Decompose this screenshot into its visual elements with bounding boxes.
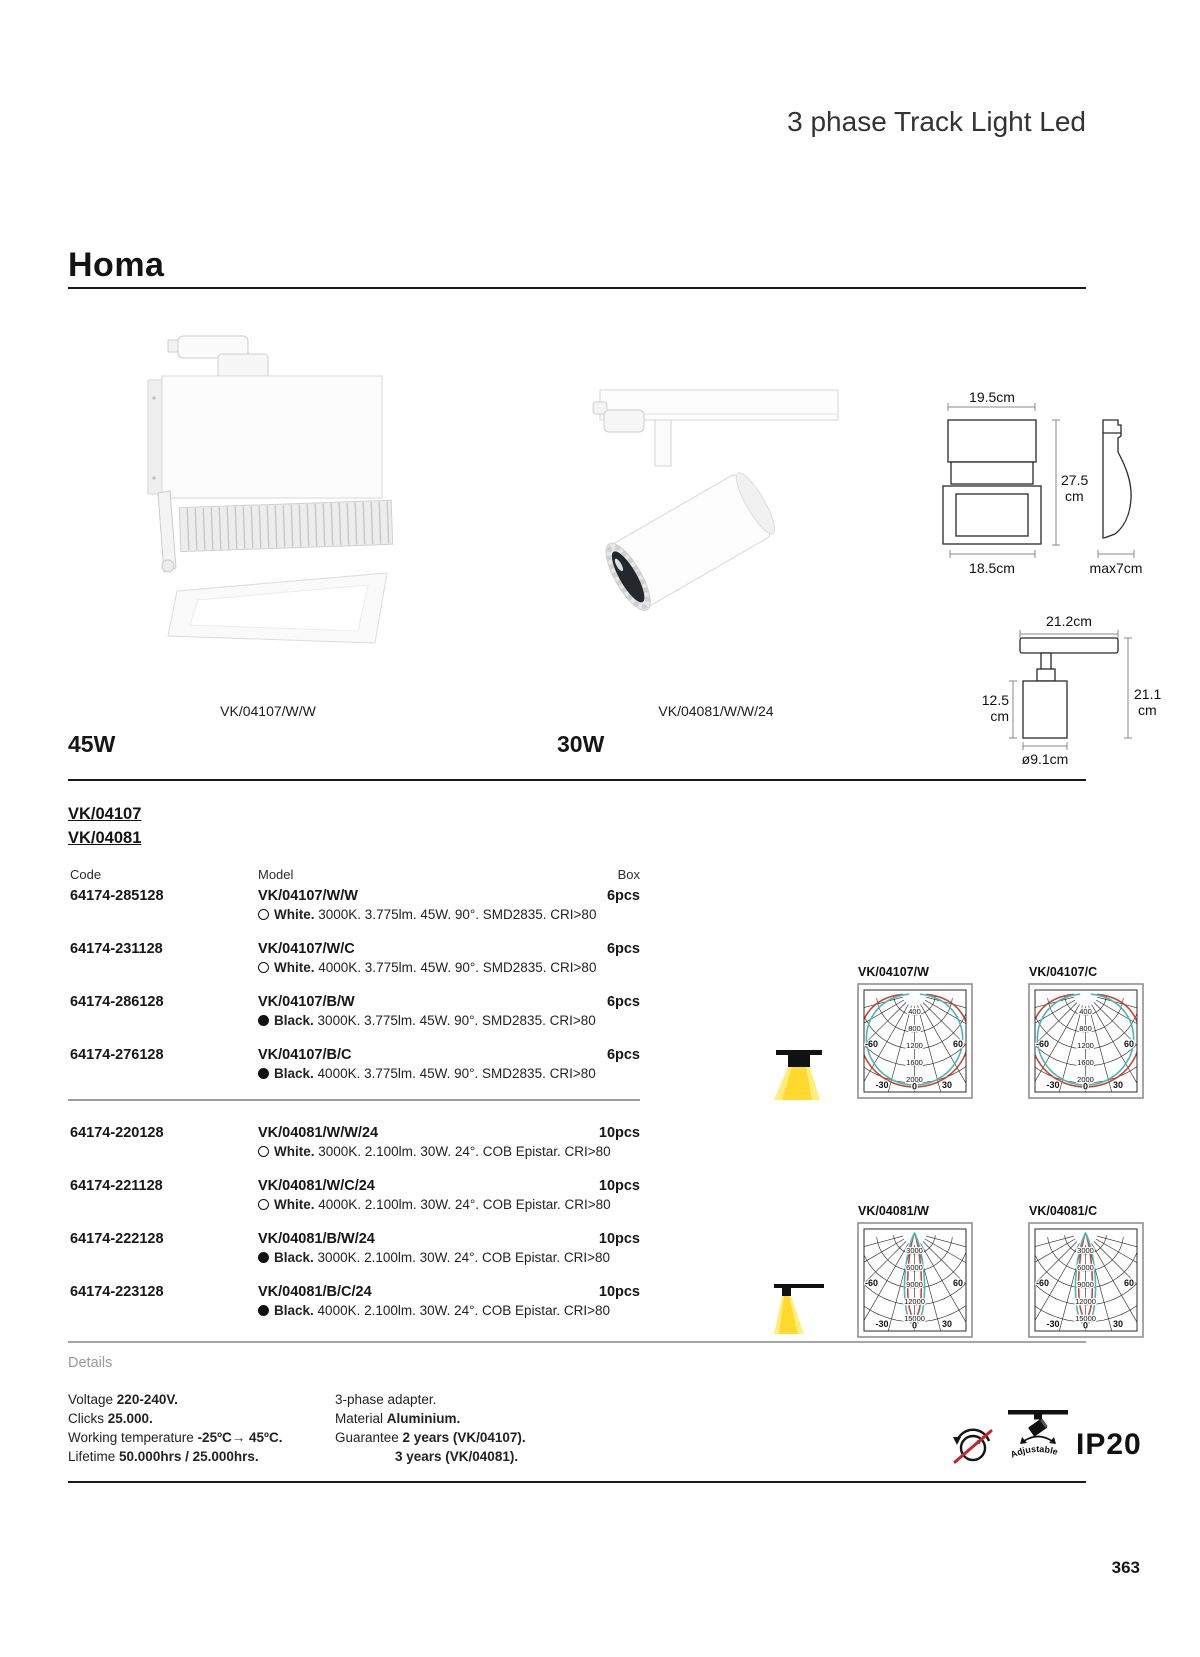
ring-label: 12000 (904, 1297, 925, 1306)
box-quantity: 10pcs (598, 1231, 640, 1247)
product-model: VK/04081/W/W/24 (258, 1125, 379, 1141)
box-quantity: 10pcs (598, 1125, 640, 1141)
product-description: Black. 3000K. 2.100lm. 30W. 24°. COB Epistar. CRI>80 (258, 1250, 610, 1265)
product-code: 64174-221128 (70, 1178, 163, 1194)
page-number: 363 (1111, 1558, 1140, 1577)
category-title: 3 phase Track Light Led (787, 106, 1086, 137)
angle-label: 60 (952, 1039, 964, 1049)
box-quantity: 6pcs (606, 1047, 640, 1063)
svg-text:Adjustable (1009, 1444, 1059, 1460)
details-section-title: Details (68, 1355, 113, 1371)
product-description: White. 3000K. 3.775lm. 45W. 90°. SMD2835. CRI>80 (258, 907, 596, 922)
ring-label: 800 (1079, 1024, 1092, 1033)
track-spot-narrow-beam-icon (774, 1282, 824, 1334)
product-model: VK/04107/B/C (258, 1047, 352, 1063)
polar-diagram (857, 983, 973, 1099)
angle-label: 60 (1123, 1039, 1135, 1049)
table-row (70, 1125, 640, 1167)
section-divider (68, 1341, 1086, 1343)
dim-body-height-unit: cm (990, 708, 1009, 724)
product-description: Black. 3000K. 3.775lm. 45W. 90°. SMD2835. CRI>80 (258, 1013, 596, 1028)
angle-label: -30 (875, 1080, 889, 1090)
angle-label: 0 (911, 1320, 918, 1331)
ring-label: 1600 (906, 1058, 923, 1067)
ring-label: 400 (908, 1007, 921, 1016)
box-quantity: 10pcs (598, 1178, 640, 1194)
dim-track-width: 21.2cm (1046, 613, 1092, 629)
polar-diagram (857, 1222, 973, 1338)
ring-label: 1200 (1077, 1041, 1094, 1050)
dim-side-depth: max7cm (1089, 560, 1143, 576)
product-model: VK/04081/W/C/24 (258, 1178, 375, 1194)
angle-label: 0 (911, 1081, 918, 1092)
product-code: 64174-285128 (70, 888, 164, 904)
dim-width-top: 19.5cm (969, 389, 1015, 405)
color-swatch-black-icon (258, 1305, 269, 1316)
product-description: White. 3000K. 2.100lm. 30W. 24°. COB Epistar. CRI>80 (258, 1144, 611, 1159)
product-photo-floodlight (140, 328, 395, 653)
table-row (70, 994, 640, 1036)
detail-line: Working temperature -25ºC→ 45ºC. (68, 1430, 283, 1445)
product-code: 64174-220128 (70, 1125, 164, 1141)
dim-body-height: 12.5 (981, 692, 1009, 708)
dim-height-unit: cm (1065, 488, 1084, 504)
adjustable-icon (1000, 1408, 1076, 1469)
table-row (70, 888, 640, 930)
table-row (70, 1284, 640, 1326)
angle-label: -30 (875, 1319, 889, 1329)
dim-height: 27.5 (1061, 472, 1089, 488)
angle-label: -30 (1046, 1080, 1060, 1090)
wattage-spotlight: 30W (557, 731, 605, 757)
polar-diagram (1028, 1222, 1144, 1338)
track-floodlight-wide-beam-icon (774, 1048, 824, 1105)
ring-label: 1200 (906, 1041, 923, 1050)
page-title: Homa (68, 246, 165, 284)
ring-label: 6000 (906, 1263, 923, 1272)
ip-rating: IP20 (1076, 1428, 1142, 1461)
polar-chart (857, 983, 973, 1104)
color-swatch-black-icon (258, 1252, 269, 1263)
polar-chart-title: VK/04081/W (858, 1204, 929, 1218)
color-swatch-white-icon (258, 1146, 269, 1157)
box-quantity: 6pcs (606, 888, 640, 904)
product-photo-spotlight (560, 380, 850, 655)
polar-chart (1028, 1222, 1144, 1343)
polar-chart (1028, 983, 1144, 1104)
table-row (70, 1231, 640, 1273)
product-code: 64174-231128 (70, 941, 163, 957)
angle-label: -60 (864, 1278, 879, 1288)
product-code: 64174-286128 (70, 994, 164, 1010)
floodlight-illustration (140, 328, 395, 648)
polar-chart-title: VK/04107/W (858, 965, 929, 979)
angle-label: 30 (1112, 1080, 1124, 1090)
dimension-diagram-floodlight (895, 358, 1145, 593)
angle-label: 0 (1082, 1081, 1089, 1092)
ring-label: 15000 (1075, 1314, 1096, 1323)
non-dimmable-icon (950, 1424, 996, 1471)
detail-line: Voltage 220-240V. (68, 1392, 178, 1407)
product-model: VK/04081/B/W/24 (258, 1231, 375, 1247)
ring-label: 2000 (906, 1075, 923, 1084)
col-header-model: Model (258, 867, 294, 882)
detail-line: 3 years (VK/04081). (395, 1449, 519, 1464)
dim-width-bottom: 18.5cm (969, 560, 1015, 576)
product-code: 64174-222128 (70, 1231, 164, 1247)
ring-label: 9000 (906, 1280, 923, 1289)
ring-label: 9000 (1077, 1280, 1094, 1289)
angle-label: 30 (1112, 1319, 1124, 1329)
spotlight-illustration (560, 380, 850, 650)
wattage-floodlight: 45W (68, 731, 116, 757)
polar-chart (857, 1222, 973, 1343)
angle-label: 30 (941, 1319, 953, 1329)
product-code: 64174-223128 (70, 1284, 164, 1300)
angle-label: -60 (864, 1039, 879, 1049)
track-spot-narrow-beam-icon (774, 1282, 824, 1339)
divider (68, 779, 1086, 781)
adjustable-label: Adjustable (1009, 1443, 1060, 1460)
detail-line: Clicks 25.000. (68, 1411, 153, 1426)
angle-label: 60 (952, 1278, 964, 1288)
box-quantity: 6pcs (606, 994, 640, 1010)
ring-label: 800 (908, 1024, 921, 1033)
ring-label: 6000 (1077, 1263, 1094, 1272)
angle-label: 30 (941, 1080, 953, 1090)
divider (68, 287, 1086, 289)
color-swatch-white-icon (258, 1199, 269, 1210)
ring-label: 1600 (1077, 1058, 1094, 1067)
table-header (70, 867, 640, 882)
col-header-box: Box (617, 867, 640, 882)
dim-total-height: 21.1 (1134, 686, 1162, 702)
product-description: White. 4000K. 3.775lm. 45W. 90°. SMD2835. CRI>80 (258, 960, 596, 975)
detail-line: 3-phase adapter. (335, 1392, 437, 1407)
polar-diagram (1028, 983, 1144, 1099)
group-divider (68, 1099, 640, 1101)
polar-chart-title: VK/04081/C (1029, 1204, 1098, 1218)
detail-line: Lifetime 50.000hrs / 25.000hrs. (68, 1449, 259, 1464)
product-image-label: VK/04081/W/W/24 (658, 703, 774, 719)
product-model: VK/04107/W/C (258, 941, 355, 957)
product-image-label: VK/04107/W/W (220, 703, 316, 719)
ring-label: 3000 (906, 1246, 923, 1255)
color-swatch-black-icon (258, 1068, 269, 1079)
ring-label: 400 (1079, 1007, 1092, 1016)
ring-label: 12000 (1075, 1297, 1096, 1306)
detail-line: Guarantee 2 years (VK/04107). (335, 1430, 526, 1445)
box-quantity: 6pcs (606, 941, 640, 957)
dim-total-height-unit: cm (1138, 702, 1157, 718)
angle-label: -60 (1035, 1278, 1050, 1288)
dimension-diagram-spotlight (895, 595, 1185, 780)
angle-label: -60 (1035, 1039, 1050, 1049)
ring-label: 2000 (1077, 1075, 1094, 1084)
polar-chart-title: VK/04107/C (1029, 965, 1098, 979)
footer-divider (68, 1481, 1086, 1483)
product-model: VK/04081/B/C/24 (258, 1284, 372, 1300)
dim-diameter: ø9.1cm (1021, 751, 1069, 767)
color-swatch-white-icon (258, 909, 269, 920)
table-row (70, 941, 640, 983)
box-quantity: 10pcs (598, 1284, 640, 1300)
product-code: 64174-276128 (70, 1047, 164, 1063)
track-floodlight-wide-beam-icon (774, 1048, 824, 1100)
product-model: VK/04107/B/W (258, 994, 355, 1010)
model-link-vk04107[interactable]: VK/04107 (68, 805, 142, 823)
ring-label: 15000 (904, 1314, 925, 1323)
product-description: Black. 4000K. 2.100lm. 30W. 24°. COB Epistar. CRI>80 (258, 1303, 610, 1318)
col-header-code: Code (70, 867, 102, 882)
table-row (70, 1047, 640, 1089)
model-link-vk04081[interactable]: VK/04081 (68, 829, 142, 847)
ring-label: 3000 (1077, 1246, 1094, 1255)
product-description: White. 4000K. 2.100lm. 30W. 24°. COB Epistar. CRI>80 (258, 1197, 611, 1212)
angle-label: 0 (1082, 1320, 1089, 1331)
table-row (70, 1178, 640, 1220)
angle-label: 60 (1123, 1278, 1135, 1288)
color-swatch-black-icon (258, 1015, 269, 1026)
detail-line: Material Aluminium. (335, 1411, 461, 1426)
product-description: Black. 4000K. 3.775lm. 45W. 90°. SMD2835. CRI>80 (258, 1066, 596, 1081)
product-model: VK/04107/W/W (258, 888, 358, 904)
angle-label: -30 (1046, 1319, 1060, 1329)
color-swatch-white-icon (258, 962, 269, 973)
